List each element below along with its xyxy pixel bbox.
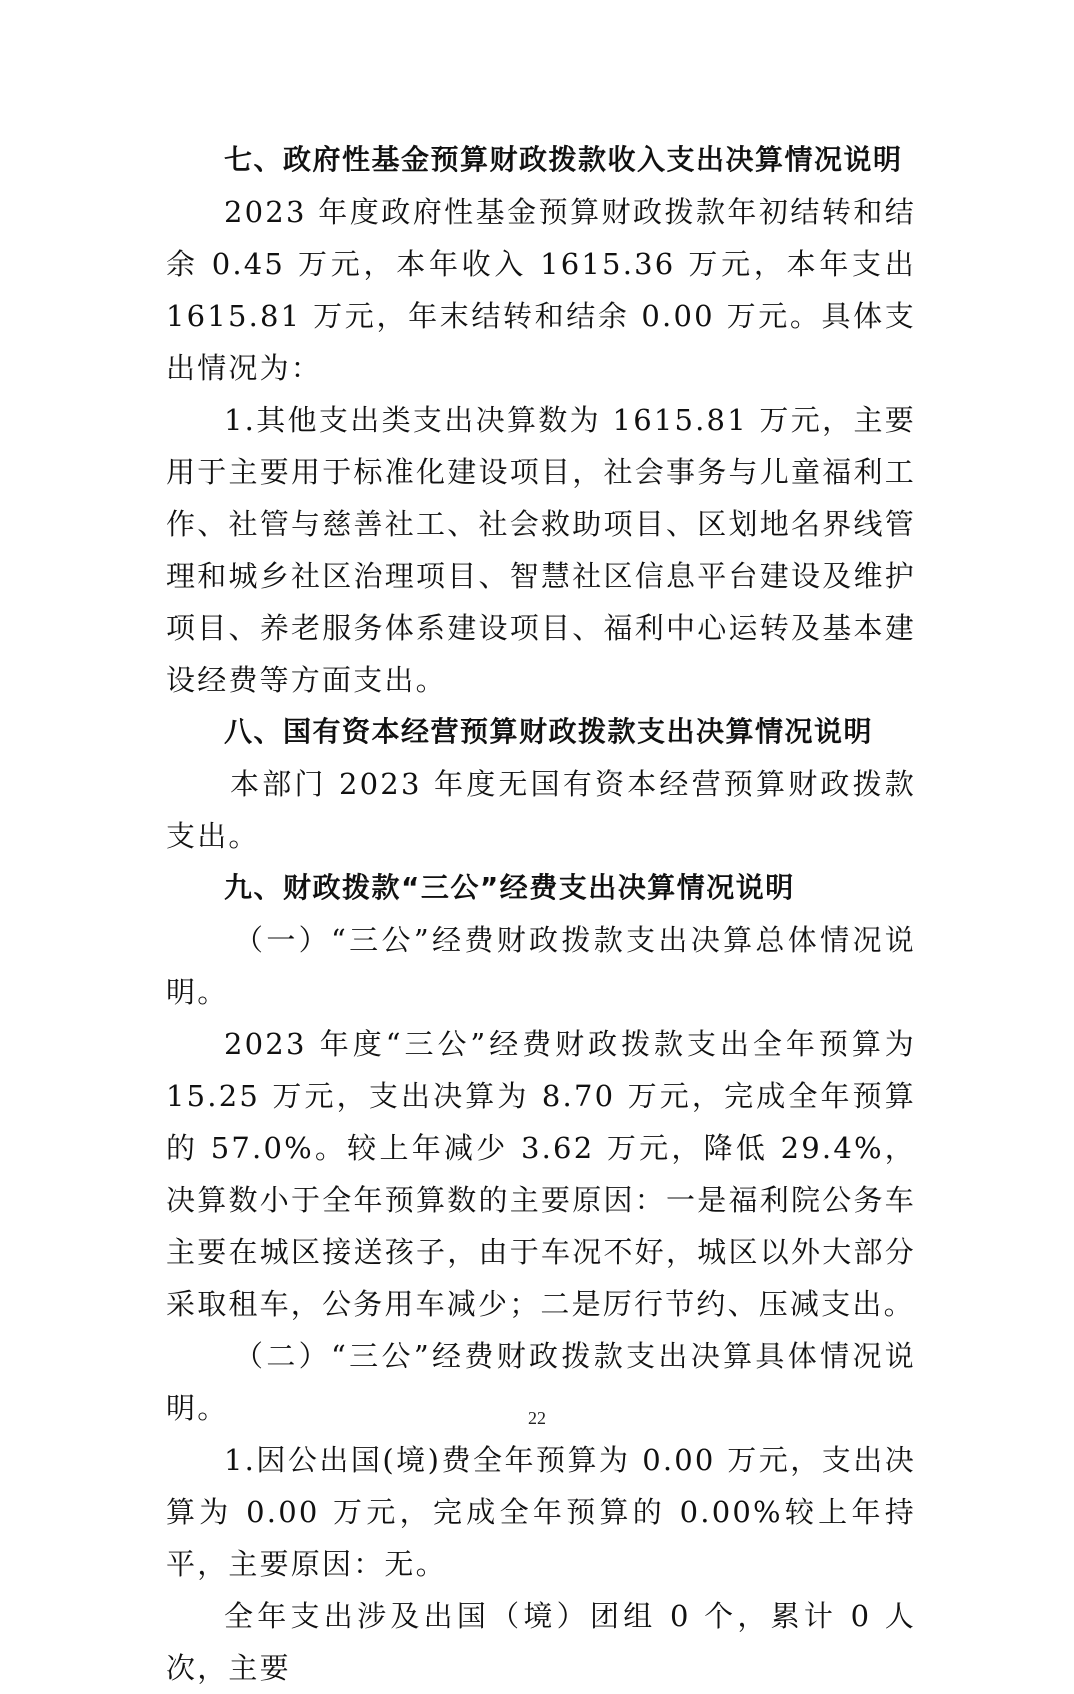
document-body	[166, 134, 916, 1694]
section-heading-9: 九、财政拨款“三公”经费支出决算情况说明	[224, 871, 795, 904]
paragraph-three-public-overall: 2023 年度“三公”经费财政拨款支出全年预算为 15.25 万元，支出决算为 8.70 万元，完成全年预算的 57.0%。较上年减少 3.62 万元，降低 29.4%，决算数小于全年预算数的主要原因：一是福利院公务车主要在城区接送孩子，由于车况不好，城区以外大部分采取租车，公务用车减少；二是厉行节约、压减支出。	[166, 1027, 916, 1321]
paragraph-overseas-expense: 1.因公出国(境)费全年预算为 0.00 万元，支出决算为 0.00 万元，完成全年预算的 0.00%较上年持平，主要原因：无。	[166, 1443, 916, 1581]
paragraph-fund-detail: 1.其他支出类支出决算数为 1615.81 万元，主要用于主要用于标准化建设项目，社会事务与儿童福利工作、社管与慈善社工、社会救助项目、区划地名界线管理和城乡社区治理项目、智慧社区信息平台建设及维护项目、养老服务体系建设项目、福利中心运转及基本建设经费等方面支出。	[166, 403, 916, 697]
paragraph-fund-summary: 2023 年度政府性基金预算财政拨款年初结转和结余 0.45 万元，本年收入 1615.36 万元，本年支出 1615.81 万元，年末结转和结余 0.00 万元。具体支出情况为：	[166, 195, 916, 385]
page-number: 22	[528, 1408, 546, 1428]
paragraph-overseas-groups: 全年支出涉及出国（境）团组 0 个，累计 0 人次，主要	[166, 1599, 916, 1685]
section-heading-8: 八、国有资本经营预算财政拨款支出决算情况说明	[224, 715, 874, 748]
section-heading-7: 七、政府性基金预算财政拨款收入支出决算情况说明	[224, 143, 903, 176]
subheading-overall: （一）“三公”经费财政拨款支出决算总体情况说明。	[166, 923, 916, 1009]
paragraph-state-capital: 本部门 2023 年度无国有资本经营预算财政拨款支出。	[166, 767, 916, 853]
subheading-specific: （二）“三公”经费财政拨款支出决算具体情况说明。	[166, 1339, 916, 1425]
